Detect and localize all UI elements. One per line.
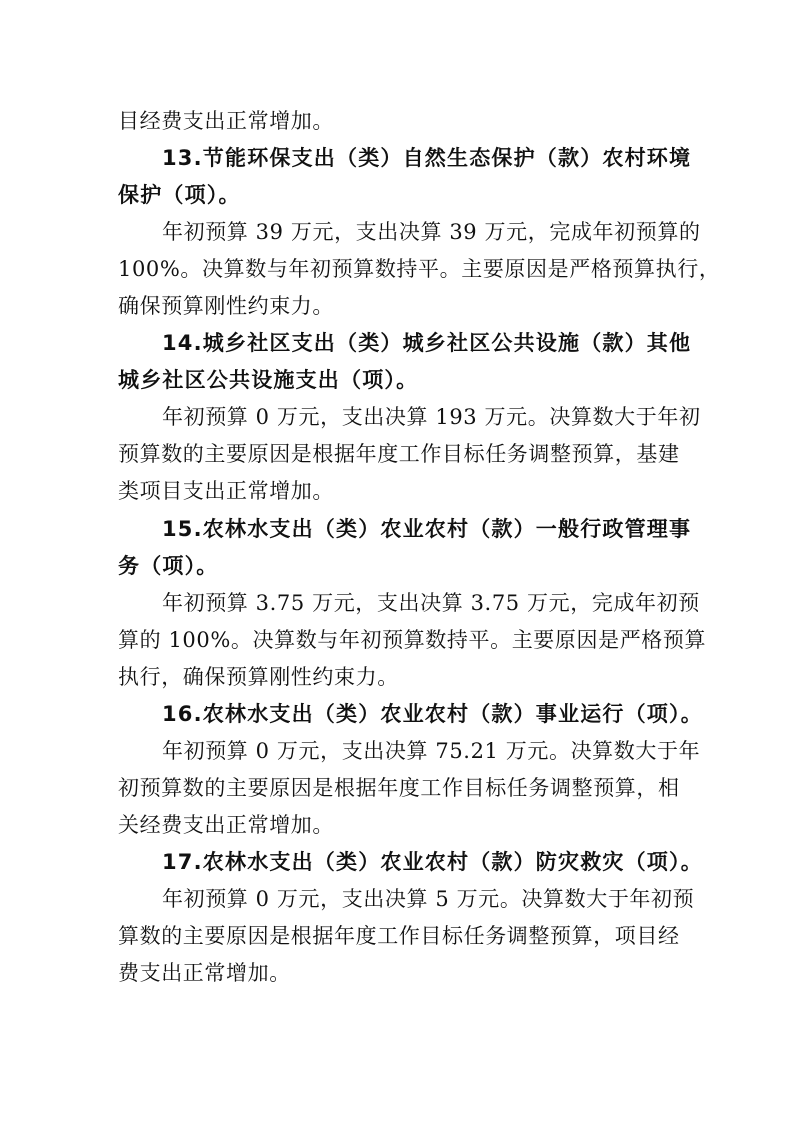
- body-text-line: 目经费支出正常增加。: [118, 109, 334, 133]
- section-heading-15-continued: 务（项）。: [118, 554, 219, 578]
- body-text-line: 预算数的主要原因是根据年度工作目标任务调整预算，基建: [118, 442, 680, 466]
- body-text-line: 关经费支出正常增加。: [118, 813, 334, 837]
- body-text-line: 年初预算 0 万元，支出决算 5 万元。决算数大于年初预: [162, 887, 695, 911]
- section-heading-16: 16.农林水支出（类）农业农村（款）事业运行（项）。: [162, 702, 703, 726]
- body-text-line: 算的 100%。决算数与年初预算数持平。主要原因是严格预算: [118, 628, 707, 652]
- section-heading-14: 14.城乡社区支出（类）城乡社区公共设施（款）其他: [162, 331, 692, 355]
- body-text-line: 类项目支出正常增加。: [118, 479, 334, 503]
- body-text-line: 100%。决算数与年初预算数持平。主要原因是严格预算执行，: [118, 257, 721, 281]
- body-text-line: 初预算数的主要原因是根据年度工作目标任务调整预算，相: [118, 776, 680, 800]
- body-text-line: 执行，确保预算刚性约束力。: [118, 665, 399, 689]
- body-text-line: 确保预算刚性约束力。: [118, 294, 334, 318]
- body-text-line: 算数的主要原因是根据年度工作目标任务调整预算，项目经: [118, 924, 680, 948]
- body-text-line: 年初预算 0 万元，支出决算 193 万元。决算数大于年初: [162, 405, 701, 429]
- section-heading-13-continued: 保护（项）。: [118, 183, 241, 207]
- section-heading-15: 15.农林水支出（类）农业农村（款）一般行政管理事: [162, 517, 692, 541]
- section-heading-14-continued: 城乡社区公共设施支出（项）。: [118, 368, 419, 392]
- body-text-line: 年初预算 39 万元，支出决算 39 万元，完成年初预算的: [162, 220, 701, 244]
- body-text-line: 年初预算 0 万元，支出决算 75.21 万元。决算数大于年: [162, 739, 701, 763]
- body-text-line: 年初预算 3.75 万元，支出决算 3.75 万元，完成年初预: [162, 591, 700, 615]
- section-heading-13: 13.节能环保支出（类）自然生态保护（款）农村环境: [162, 146, 692, 170]
- section-heading-17: 17.农林水支出（类）农业农村（款）防灾救灾（项）。: [162, 850, 703, 874]
- body-text-line: 费支出正常增加。: [118, 961, 291, 985]
